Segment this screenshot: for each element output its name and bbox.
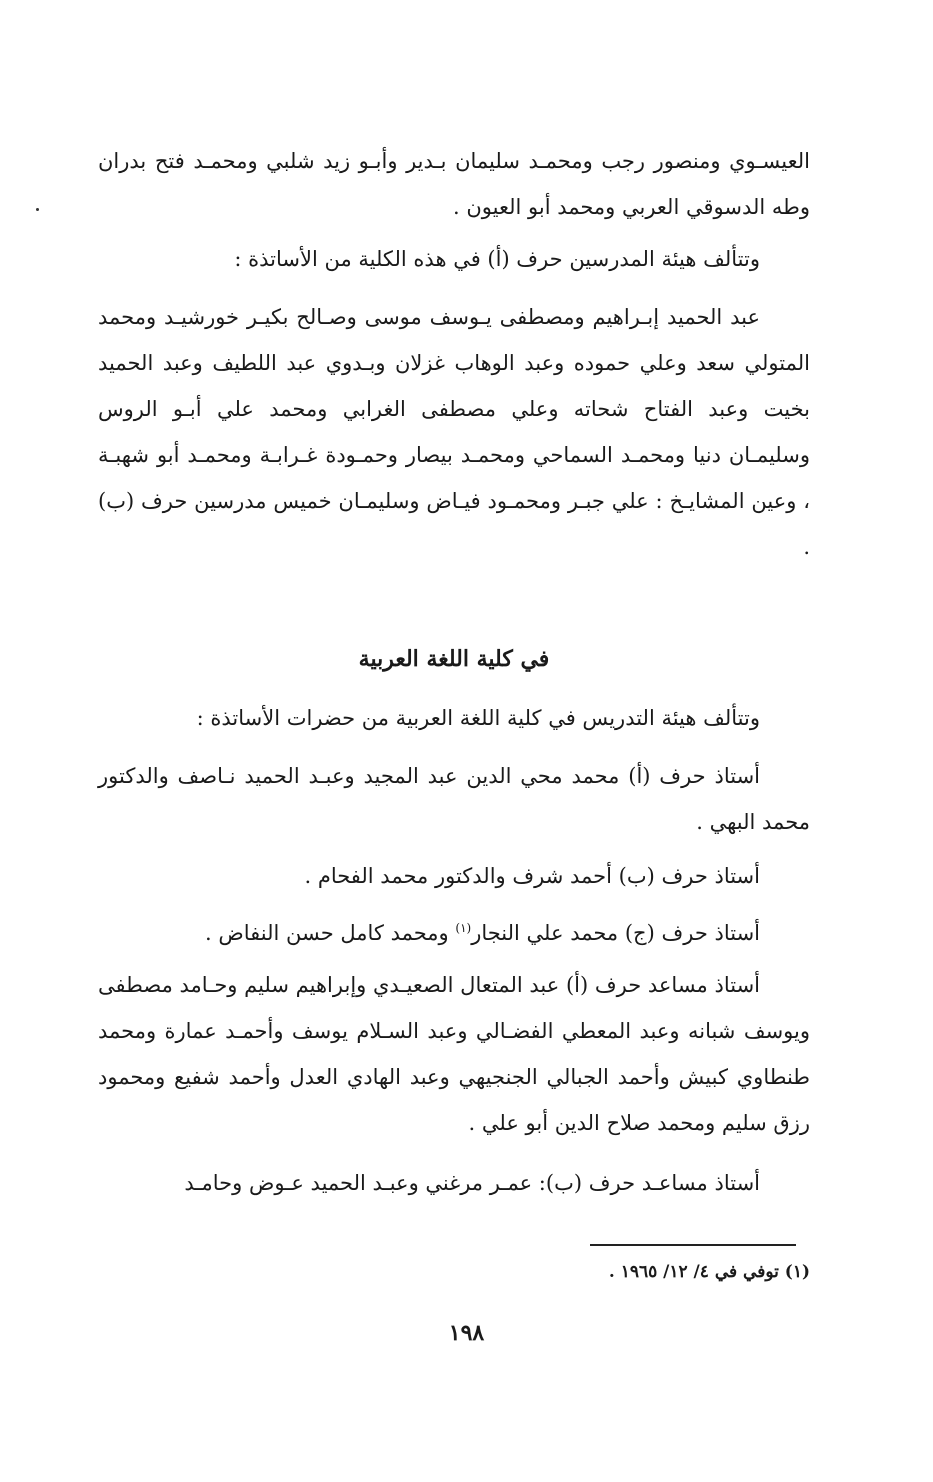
- paragraph-professor-c: [98, 905, 810, 956]
- paragraph-assistant-professor-b: أستاذ مساعـد حرف (ب): عمـر مرغني وعبـد الحميد عـوض وحامـد: [184, 1171, 760, 1195]
- paragraph-faculty-intro: وتتألف هيئة التدريس في كلية اللغة العربية من حضرات الأساتذة :: [196, 706, 760, 730]
- paragraph-intro-teachers: وتتألف هيئة المدرسين حرف (أ) في هذه الكلية من الأساتذة :: [234, 247, 760, 271]
- paragraph-continuation: العيسـوي ومنصور رجب ومحمـد سليمان بـدير وأبـو زيد شلبي ومحمـد فتح بدران وطه الدسوقي العربي ومحمد أبو العيون .: [98, 149, 810, 219]
- paragraph-assistant-professor-a: أستاذ مساعد حرف (أ) عبد المتعال الصعيـدي وإبراهيم سليم وحـامد مصطفى ويوسف شبانه وعبد المعطي الفضـالي وعبد السـلام يوسف وأحمـد عمارة ومحمد طنطاوي كبيش وأحمد الجبالي الجنجيهي وعبد الهادي العدل وأحمد شفيع ومحمود رزق سليم ومحمد صلاح الدين أبو علي .: [98, 973, 810, 1135]
- paragraph-professor-b: أستاذ حرف (ب) أحمد شرف والدكتور محمد الفحام .: [304, 864, 760, 888]
- section-heading: في كلية اللغة العربية: [358, 646, 550, 672]
- section-text-block: [98, 695, 810, 1206]
- footnote: (١) توفي في ٤/ ١٢/ ١٩٦٥ .: [608, 1262, 810, 1282]
- paragraph-teachers-list: عبد الحميد إبـراهيم ومصطفى يـوسف موسى وصـالح بكيـر خورشيـد ومحمد المتولي سعد وعلي حموده وعبد الوهاب غزلان وبـدوي عبد اللطيف وعبد الحميد بخيت وعبد الفتاح شحاته وعلي مصطفى الغرابي ومحمد علي أبـو الروس وسليمـان دنيا ومحمـد السماحي ومحمـد بيصار وحمـودة غـرابـة ومحمـد أبو شهبـة ، وعين المشايـخ : علي جبـر ومحمـود فيـاض وسليمـان خميس مدرسين حرف (ب) .: [98, 305, 810, 559]
- footnote-marker: (١): [455, 921, 472, 935]
- professor-c-text-start: أستاذ حرف (ج) محمد علي النجار: [471, 921, 760, 945]
- footnote-divider: [590, 1244, 796, 1246]
- scan-speck: [36, 208, 39, 211]
- paragraph-professor-a: أستاذ حرف (أ) محمد محي الدين عبد المجيد وعبـد الحميد نـاصف والدكتور محمد البهي .: [98, 764, 810, 834]
- page-number: ١٩٨: [448, 1320, 485, 1346]
- top-text-block: [98, 138, 810, 570]
- professor-c-text-end: ومحمد كامل حسن النفاض .: [204, 921, 456, 945]
